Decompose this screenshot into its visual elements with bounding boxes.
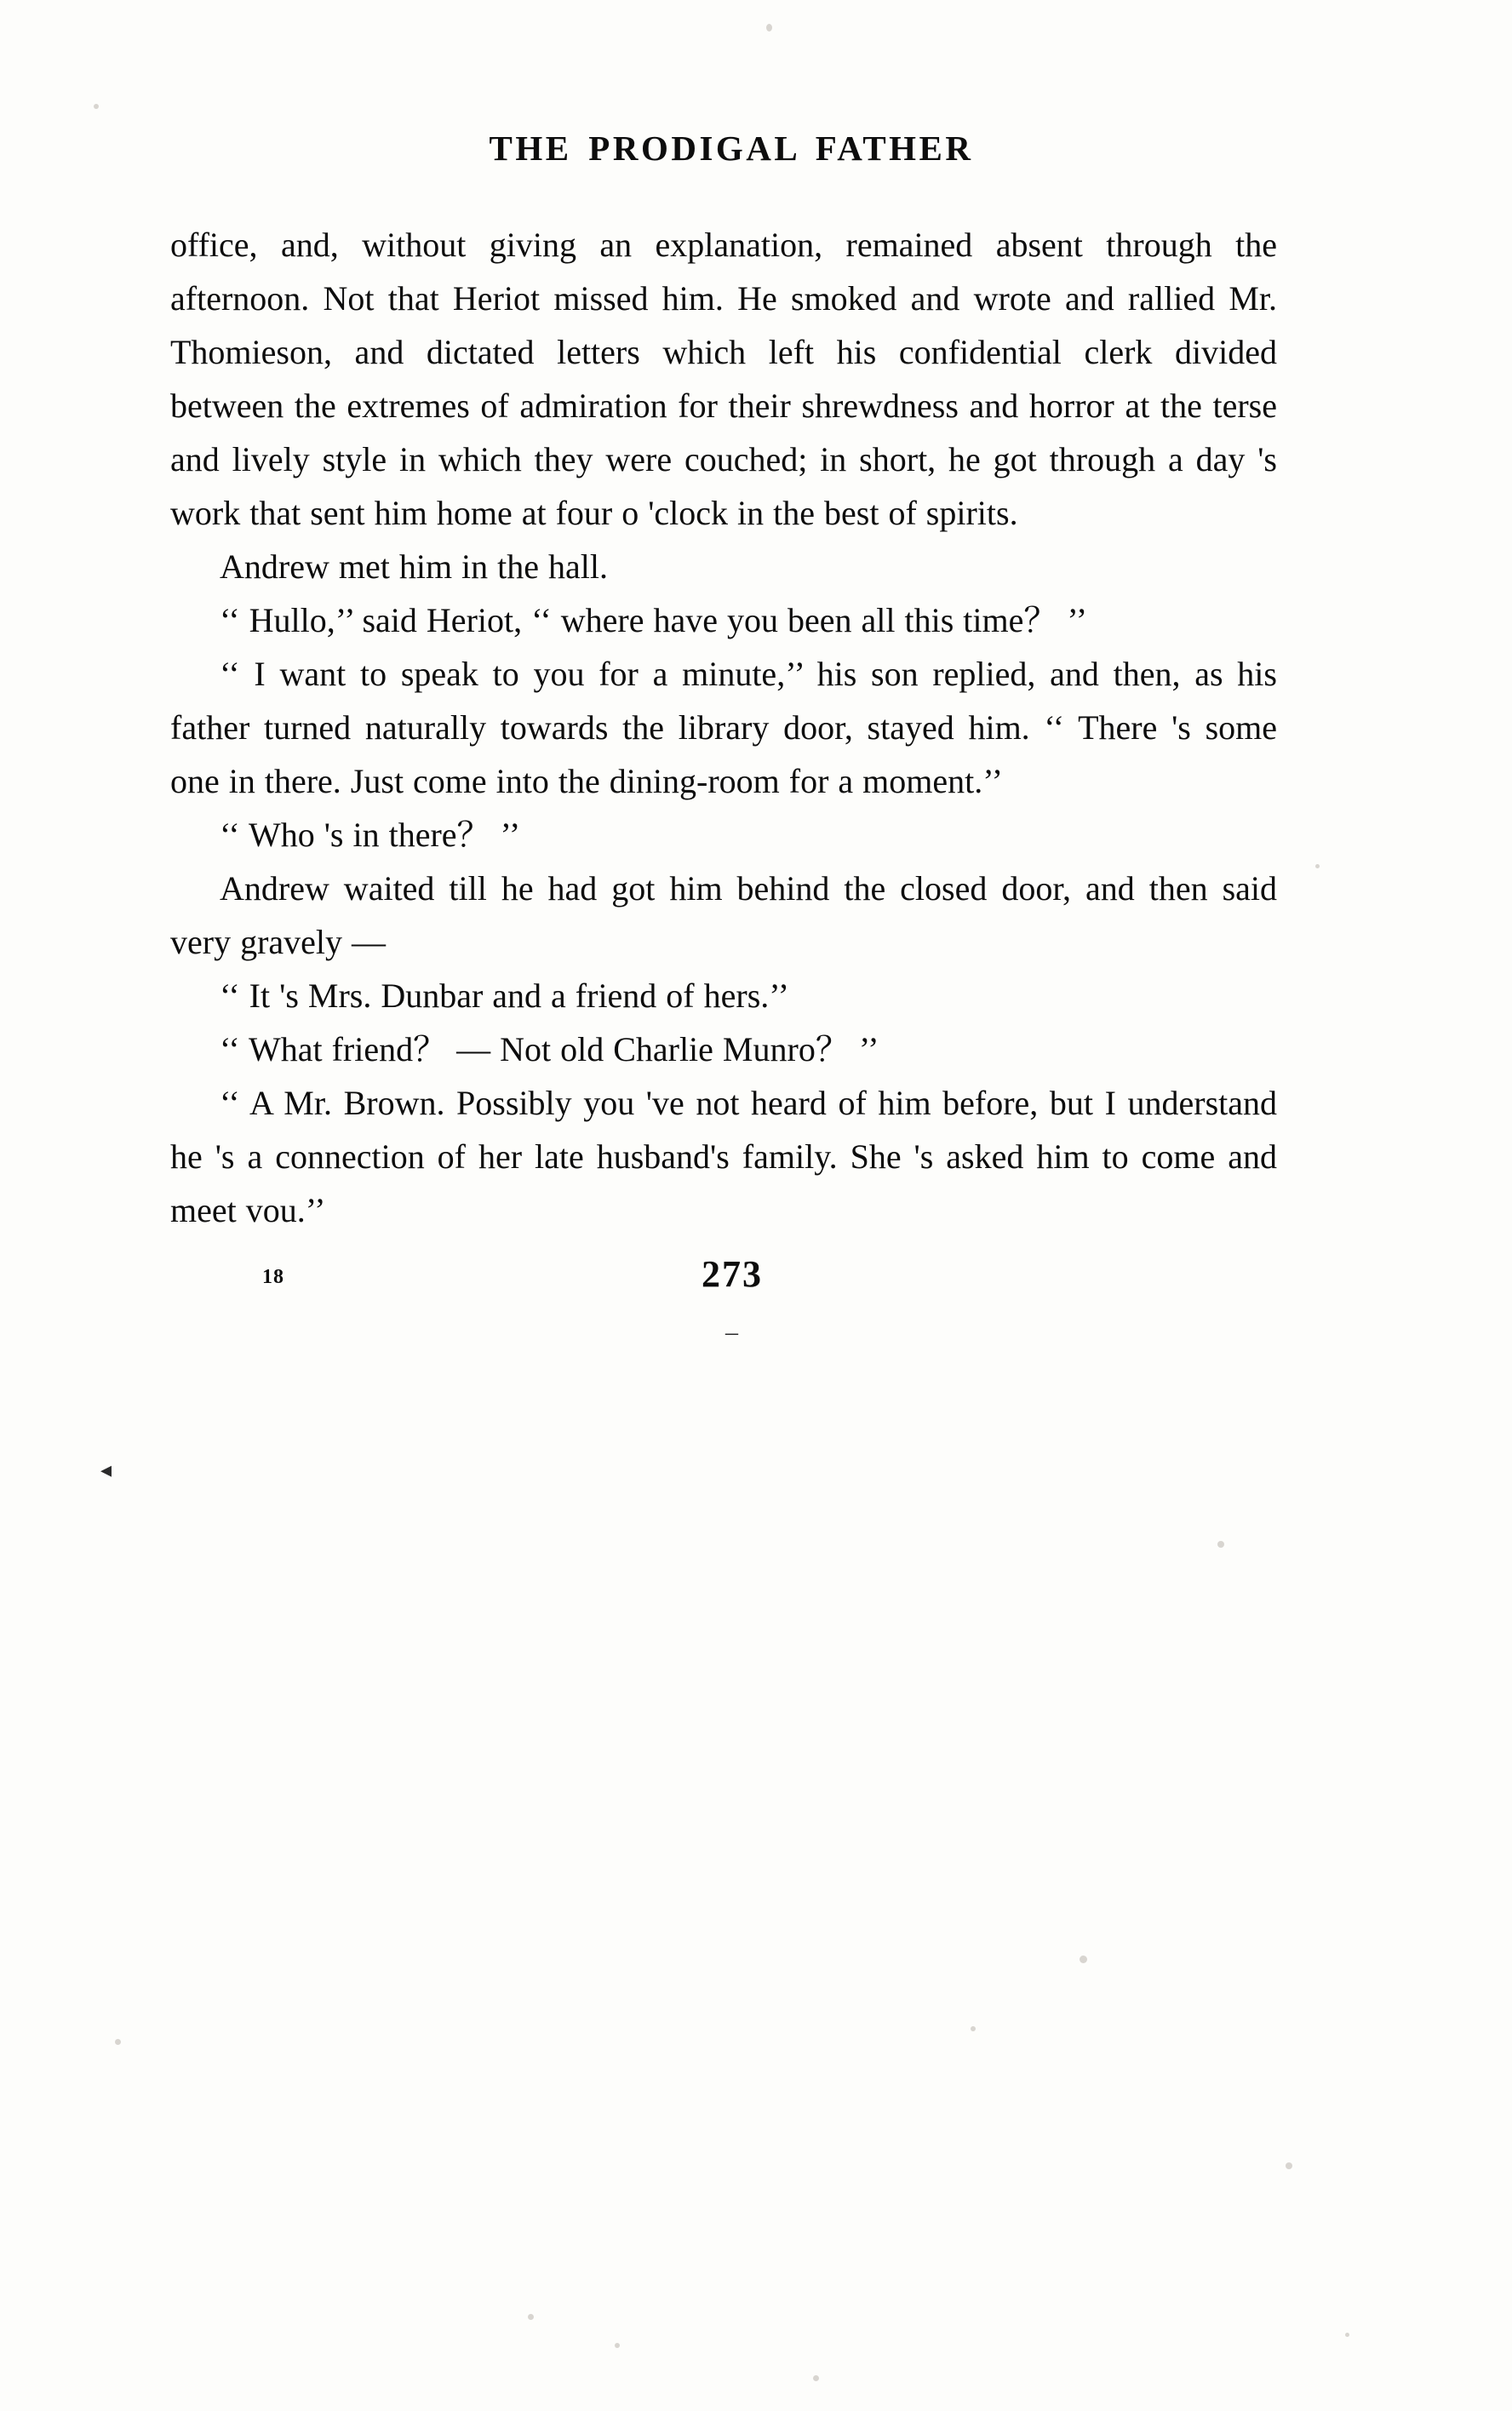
body-paragraph: ‘‘ It 's Mrs. Dunbar and a friend of hers.’’: [220, 976, 789, 1015]
signature-mark: 18: [262, 1266, 284, 1288]
page-number: 273: [702, 1253, 763, 1295]
scan-speck: [1315, 864, 1320, 868]
body-paragraph: ‘‘ I want to speak to you for a minute,’’ his son replied, and then, as his father turned naturally towards the library door, stayed him. ‘‘ There 's some one in there. Just come into the dining-room for a moment.’’: [170, 655, 1277, 800]
body-paragraph: Andrew waited till he had got him behind the closed door, and then said very gravely —: [170, 869, 1277, 961]
scan-speck: [813, 2375, 819, 2381]
running-head: THE PRODIGAL FATHER: [489, 129, 974, 168]
scan-speck: [1286, 2162, 1292, 2169]
body-paragraph: ‘‘ Hullo,’’ said Heriot, ‘‘ where have you been all this time？ ’’: [220, 601, 1088, 639]
margin-mark: ◂: [100, 1457, 112, 1482]
body-paragraph: office, and, without giving an explanation, remained absent through the afternoon. Not that Heriot missed him. He smoked and wrote and rallied Mr. Thomieson, and dictated letters which left his confidential clerk divided between the extremes of admiration for their shrewdness and horror at the terse and lively style in which they were couched; in short, he got through a day 's work that sent him home at four o 'clock in the best of spirits.: [170, 226, 1277, 532]
body-paragraph: ‘‘ A Mr. Brown. Possibly you 've not heard of him before, but I understand he 's a connection of her late husband's family. She 's asked him to come and meet vou.’’: [170, 1084, 1277, 1229]
scan-speck: [1345, 2333, 1349, 2337]
scan-speck: [94, 104, 99, 109]
scan-speck: [1217, 1541, 1224, 1548]
scan-speck: [766, 24, 772, 31]
scan-speck: [615, 2343, 620, 2348]
scan-speck: [971, 2026, 976, 2031]
body-paragraph: ‘‘ What friend？ — Not old Charlie Munro？ ’’: [220, 1030, 879, 1068]
scan-speck: [1080, 1956, 1087, 1963]
scan-speck: [528, 2314, 534, 2320]
body-paragraph: Andrew met him in the hall.: [220, 547, 609, 586]
page-text-block: [170, 128, 1277, 1310]
body-paragraph: ‘‘ Who 's in there？ ’’: [220, 816, 521, 854]
margin-mark: –: [725, 1318, 738, 1346]
folio-row: [170, 1251, 1277, 1310]
scan-speck: [115, 2039, 121, 2045]
